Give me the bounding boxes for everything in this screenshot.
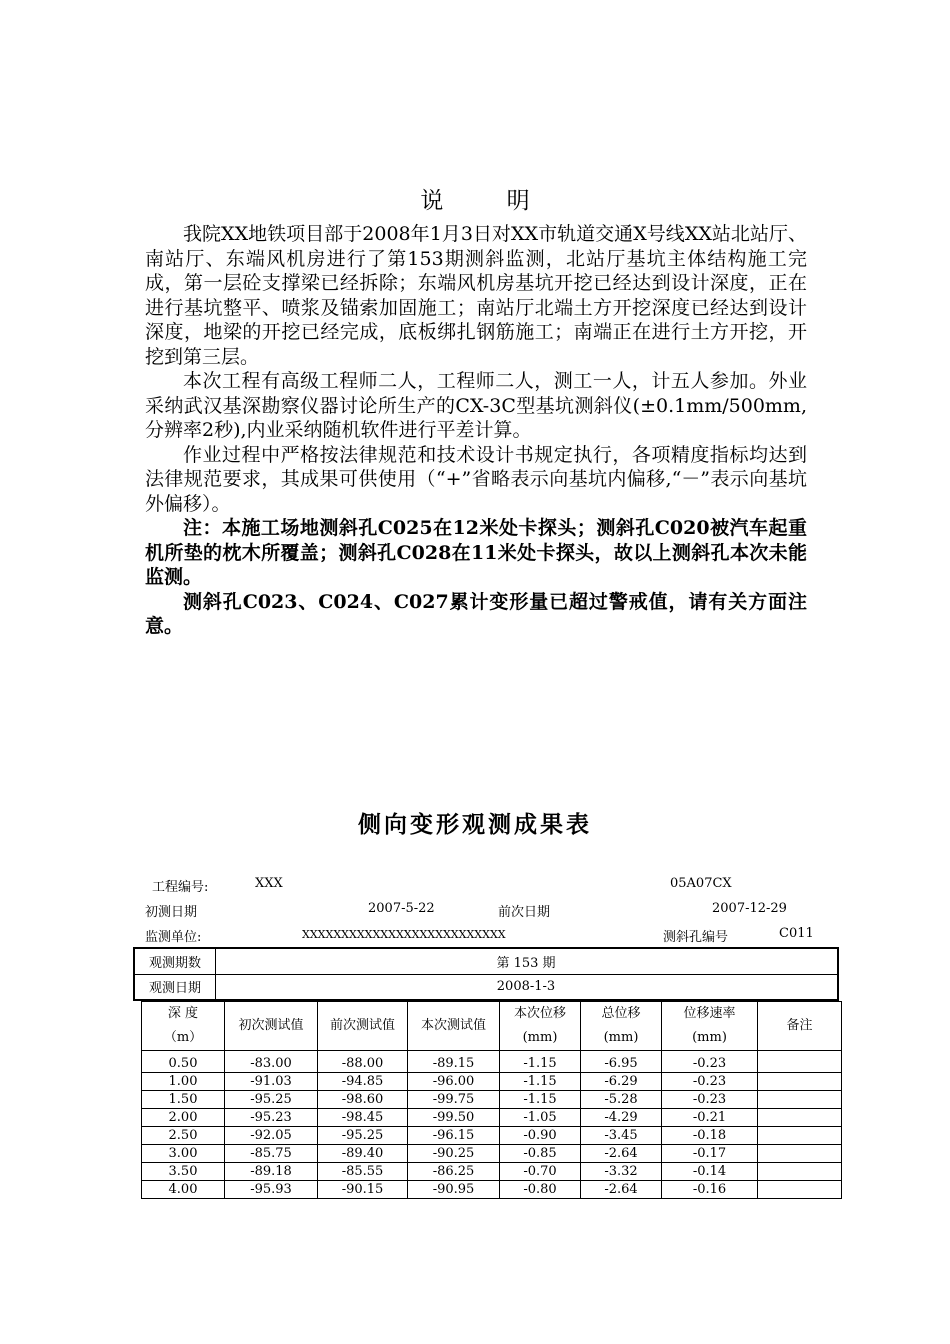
table-body: [142, 1051, 842, 1199]
cell-total: -3.32: [581, 1163, 662, 1181]
header-initial: 初次测试值: [225, 1002, 318, 1051]
cell-depth: 4.00: [142, 1181, 225, 1199]
paragraph-3: 作业过程中严格按法律规范和技术设计书规定执行，各项精度指标均达到法律规范要求，其成果可供使用（“+”省略表示向基坑内偏移,“－”表示向基坑外偏移）。: [145, 443, 807, 515]
warning-paragraph: 测斜孔C023、C024、C027累计变形量已超过警戒值，请有关方面注意。: [145, 590, 807, 637]
cell-initial: -95.23: [225, 1109, 318, 1127]
note-paragraph: 注：本施工场地测斜孔C025在12米处卡探头；测斜孔C020被汽车起重机所垫的枕木所覆盖；测斜孔C028在11米处卡探头，故以上测斜孔本次未能监测。: [145, 517, 807, 588]
cell-depth: 2.00: [142, 1109, 225, 1127]
table-row: [142, 1109, 842, 1127]
project-no-label: 工程编号:: [152, 880, 209, 895]
cell-rate: -0.17: [662, 1145, 758, 1163]
obs-date-value: 2008-1-3: [496, 979, 556, 994]
obs-date-label: 观测日期: [135, 974, 216, 999]
cell-remark: [758, 1163, 842, 1181]
initial-date-label: 初测日期: [145, 905, 198, 920]
cell-total: -2.64: [581, 1145, 662, 1163]
prev-date-value: 2007-12-29: [712, 901, 787, 916]
header-total-unit: (mm): [603, 1030, 639, 1045]
hole-value: C011: [779, 926, 814, 941]
explanation-title: 说 明: [420, 188, 558, 214]
header-current: 本次测试值: [408, 1002, 500, 1051]
cell-remark: [758, 1073, 842, 1091]
cell-previous: -88.00: [318, 1051, 408, 1073]
period-label: 观测期数: [135, 949, 216, 974]
cell-total: -2.64: [581, 1181, 662, 1199]
cell-initial: -95.25: [225, 1091, 318, 1109]
cell-displacement: -1.15: [500, 1091, 581, 1109]
header-rate: [662, 1002, 758, 1051]
cell-total: -5.28: [581, 1091, 662, 1109]
header-total: [581, 1002, 662, 1051]
project-no-value: XXX: [255, 876, 283, 891]
table-title: 侧向变形观测成果表: [358, 812, 592, 838]
cell-previous: -94.85: [318, 1073, 408, 1091]
cell-remark: [758, 1181, 842, 1199]
cell-remark: [758, 1127, 842, 1145]
paragraph-2: 本次工程有高级工程师二人，工程师二人，测工一人，计五人参加。外业采纳武汉基深勘察仪器讨论所生产的CX-3C型基坑测斜仪(±0.1mm/500mm,分辨率2秒),内业采纳随机软件进行平差计算。: [145, 370, 807, 441]
cell-remark: [758, 1051, 842, 1073]
table-row: [142, 1051, 842, 1073]
header-displacement-label: 本次位移: [513, 1006, 566, 1021]
explanation-body: [145, 222, 807, 639]
cell-total: -3.45: [581, 1127, 662, 1145]
period-row: [135, 949, 837, 975]
cell-displacement: -0.70: [500, 1163, 581, 1181]
cell-previous: -89.40: [318, 1145, 408, 1163]
cell-remark: [758, 1145, 842, 1163]
cell-initial: -85.75: [225, 1145, 318, 1163]
obs-date-row: [135, 974, 837, 999]
cell-rate: -0.23: [662, 1073, 758, 1091]
cell-displacement: -1.15: [500, 1073, 581, 1091]
cell-rate: -0.14: [662, 1163, 758, 1181]
cell-total: -6.95: [581, 1051, 662, 1073]
header-previous: 前次测试值: [318, 1002, 408, 1051]
cell-current: -89.15: [408, 1051, 500, 1073]
cell-remark: [758, 1109, 842, 1127]
table-row: [142, 1127, 842, 1145]
cell-displacement: -0.90: [500, 1127, 581, 1145]
cell-previous: -85.55: [318, 1163, 408, 1181]
cell-displacement: -0.85: [500, 1145, 581, 1163]
cell-depth: 0.50: [142, 1051, 225, 1073]
project-code: 05A07CX: [670, 876, 732, 891]
cell-depth: 1.50: [142, 1091, 225, 1109]
period-box: [133, 947, 839, 1001]
table-row: [142, 1181, 842, 1199]
cell-current: -90.25: [408, 1145, 500, 1163]
cell-displacement: -1.05: [500, 1109, 581, 1127]
header-displacement-unit: (mm): [522, 1030, 558, 1045]
cell-rate: -0.23: [662, 1051, 758, 1073]
initial-date-value: 2007-5-22: [368, 901, 435, 916]
cell-previous: -98.45: [318, 1109, 408, 1127]
cell-initial: -91.03: [225, 1073, 318, 1091]
cell-current: -99.75: [408, 1091, 500, 1109]
deformation-table: [141, 1001, 842, 1199]
cell-current: -96.15: [408, 1127, 500, 1145]
cell-initial: -83.00: [225, 1051, 318, 1073]
cell-current: -96.00: [408, 1073, 500, 1091]
period-value: 第 153 期: [496, 956, 556, 971]
cell-current: -90.95: [408, 1181, 500, 1199]
unit-label: 监测单位:: [145, 930, 202, 945]
header-depth-unit: （m）: [163, 1030, 203, 1045]
cell-depth: 1.00: [142, 1073, 225, 1091]
cell-depth: 3.50: [142, 1163, 225, 1181]
cell-current: -86.25: [408, 1163, 500, 1181]
table-row: [142, 1163, 842, 1181]
header-total-label: 总位移: [601, 1006, 641, 1021]
cell-initial: -92.05: [225, 1127, 318, 1145]
cell-remark: [758, 1091, 842, 1109]
header-depth: [142, 1002, 225, 1051]
cell-depth: 2.50: [142, 1127, 225, 1145]
paragraph-1: 我院XX地铁项目部于2008年1月3日对XX市轨道交通X号线XX站北站厅、南站厅、东端风机房进行了第153期测斜监测，北站厅基坑主体结构施工完成，第一层砼支撑梁已经拆除；东端风机房基坑开挖已经达到设计深度，正在进行基坑整平、喷浆及锚索加固施工；南站厅北端土方开挖深度已经达到设计深度，地梁的开挖已经完成，底板绑扎钢筋施工；南端正在进行土方开挖，开挖到第三层。: [145, 223, 807, 368]
cell-initial: -95.93: [225, 1181, 318, 1199]
cell-rate: -0.23: [662, 1091, 758, 1109]
cell-depth: 3.00: [142, 1145, 225, 1163]
prev-date-label: 前次日期: [498, 905, 551, 920]
table-row: [142, 1073, 842, 1091]
cell-rate: -0.21: [662, 1109, 758, 1127]
cell-current: -99.50: [408, 1109, 500, 1127]
cell-displacement: -0.80: [500, 1181, 581, 1199]
cell-displacement: -1.15: [500, 1051, 581, 1073]
table-row: [142, 1145, 842, 1163]
cell-previous: -98.60: [318, 1091, 408, 1109]
header-remark: 备注: [758, 1002, 842, 1051]
cell-total: -4.29: [581, 1109, 662, 1127]
unit-value: XXXXXXXXXXXXXXXXXXXXXXXXXX: [302, 928, 506, 941]
hole-label: 测斜孔编号: [663, 930, 729, 945]
cell-rate: -0.18: [662, 1127, 758, 1145]
cell-previous: -90.15: [318, 1181, 408, 1199]
table-row: [142, 1091, 842, 1109]
header-rate-label: 位移速率: [683, 1006, 736, 1021]
header-rate-unit: (mm): [692, 1030, 727, 1045]
header-displacement: [500, 1002, 581, 1051]
cell-previous: -95.25: [318, 1127, 408, 1145]
table-header-row: [142, 1002, 842, 1051]
cell-total: -6.29: [581, 1073, 662, 1091]
header-depth-label: 深 度: [167, 1006, 199, 1021]
cell-initial: -89.18: [225, 1163, 318, 1181]
cell-rate: -0.16: [662, 1181, 758, 1199]
